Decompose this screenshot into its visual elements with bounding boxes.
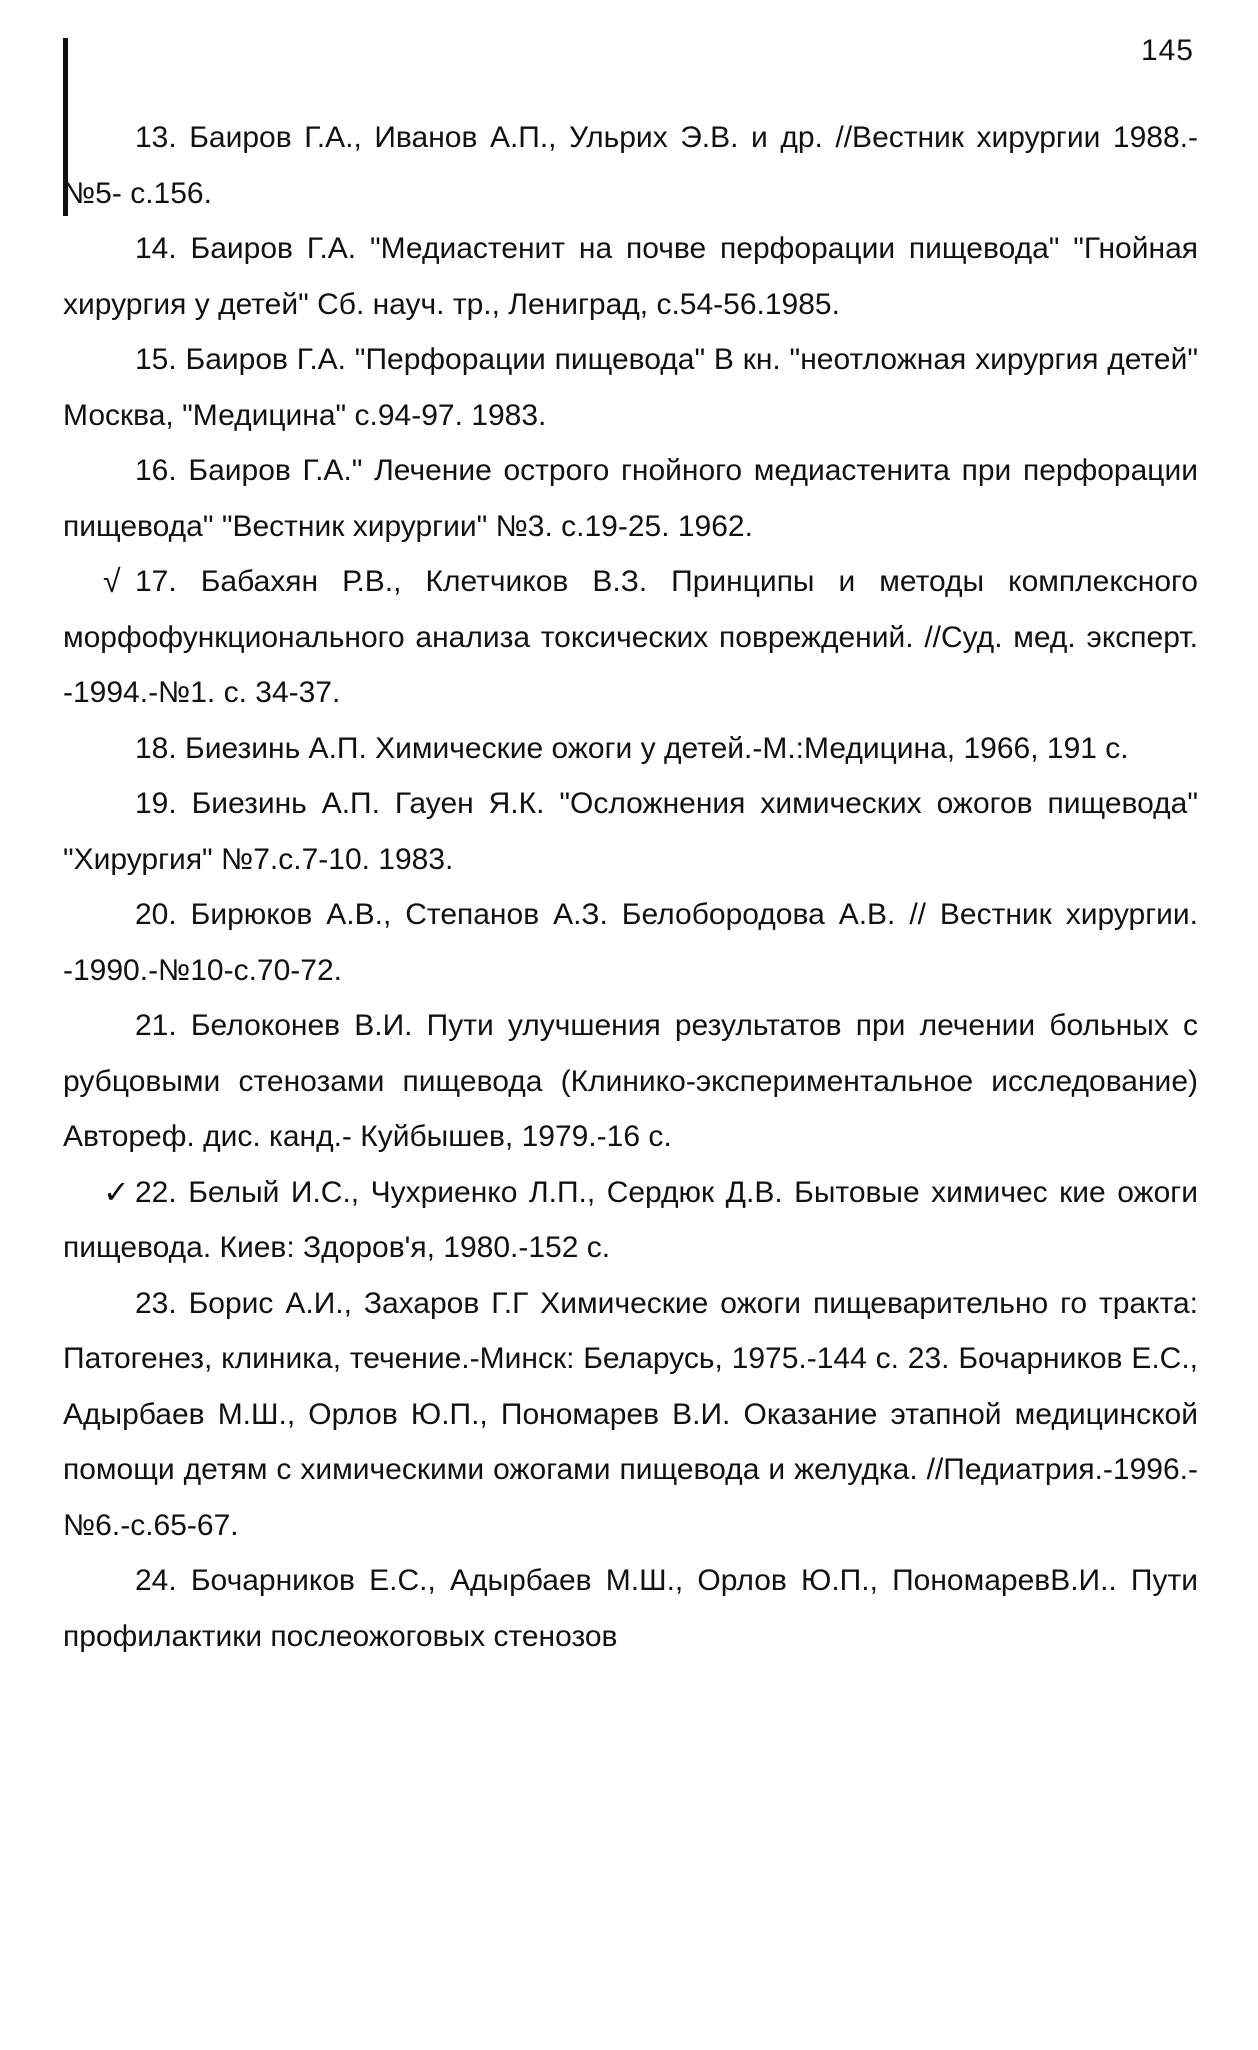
reference-item: 16. Баиров Г.А." Лечение острого гнойного медиастенита при перфорации пищевода" "Вестник хирургии" №3. с.19-25. 1962.: [63, 454, 1198, 543]
reference-item: 20. Бирюков А.В., Степанов А.З. Белобородова А.В. // Вестник хирургии. -1990.-№10-с.70-72.: [63, 898, 1198, 987]
reference-text: 17. Бабахян Р.В., Клетчиков В.З. Принципы и методы комплексного морфофункционального анализа токсических повреждений. //Суд. мед. эксперт. -1994.-№1. с. 34-37.: [63, 565, 1198, 709]
page-number: 145: [1140, 34, 1194, 67]
handwritten-check-mark: ✓: [103, 1173, 130, 1210]
reference-item: 23. Борис А.И., Захаров Г.Г Химические ожоги пищеварительно го тракта: Патогенез, клиника, течение.-Минск: Беларусь, 1975.-144 с. 23. Бочарников Е.С., Адырбаев М.Ш., Орлов Ю.П., Пономарев В.И. Оказание этапной медицинской помощи детям с химическими ожогами пищевода и желудка. //Педиатрия.-1996.-№6.-с.65-67.: [63, 1286, 1198, 1542]
reference-item: 21. Белоконев В.И. Пути улучшения результатов при лечении больных с рубцовыми стенозами пищевода (Клинико-экспериментальное исследование) Автореф. дис. канд.- Куйбышев, 1979.-16 с.: [63, 1009, 1198, 1153]
reference-item-cut-off: 24. Бочарников Е.С., Адырбаев М.Ш., Орлов Ю.П., ПономаревВ.И.. Пути профилактики послеожоговых стенозов: [63, 1564, 1198, 1653]
reference-item-checked: [63, 554, 1198, 721]
reference-item: 18. Биезинь А.П. Химические ожоги у детей.-М.:Медицина, 1966, 191 с.: [135, 731, 1129, 765]
reference-item: 19. Биезинь А.П. Гауен Я.К. "Осложнения химических ожогов пищевода" "Хирургия" №7.с.7-10. 1983.: [63, 787, 1198, 876]
reference-item: 13. Баиров Г.А., Иванов А.П., Ульрих Э.В. и др. //Вестник хирургии 1988.- №5- с.156.: [63, 121, 1198, 210]
reference-item: 15. Баиров Г.А. "Перфорации пищевода" В кн. "неотложная хирургия детей" Москва, "Медицина" с.94-97. 1983.: [63, 343, 1198, 432]
reference-list: [63, 110, 1198, 1653]
reference-item-checked: [63, 1165, 1198, 1276]
reference-text: 22. Белый И.С., Чухриенко Л.П., Сердюк Д.В. Бытовые химичес кие ожоги пищевода. Киев: Здоров'я, 1980.-152 с.: [63, 1175, 1198, 1264]
reference-item: 14. Баиров Г.А. "Медиастенит на почве перфорации пищевода" "Гнойная хирургия у детей" Сб. науч. тр., Лениград, с.54-56.1985.: [63, 232, 1198, 321]
handwritten-check-mark: √: [103, 563, 121, 599]
